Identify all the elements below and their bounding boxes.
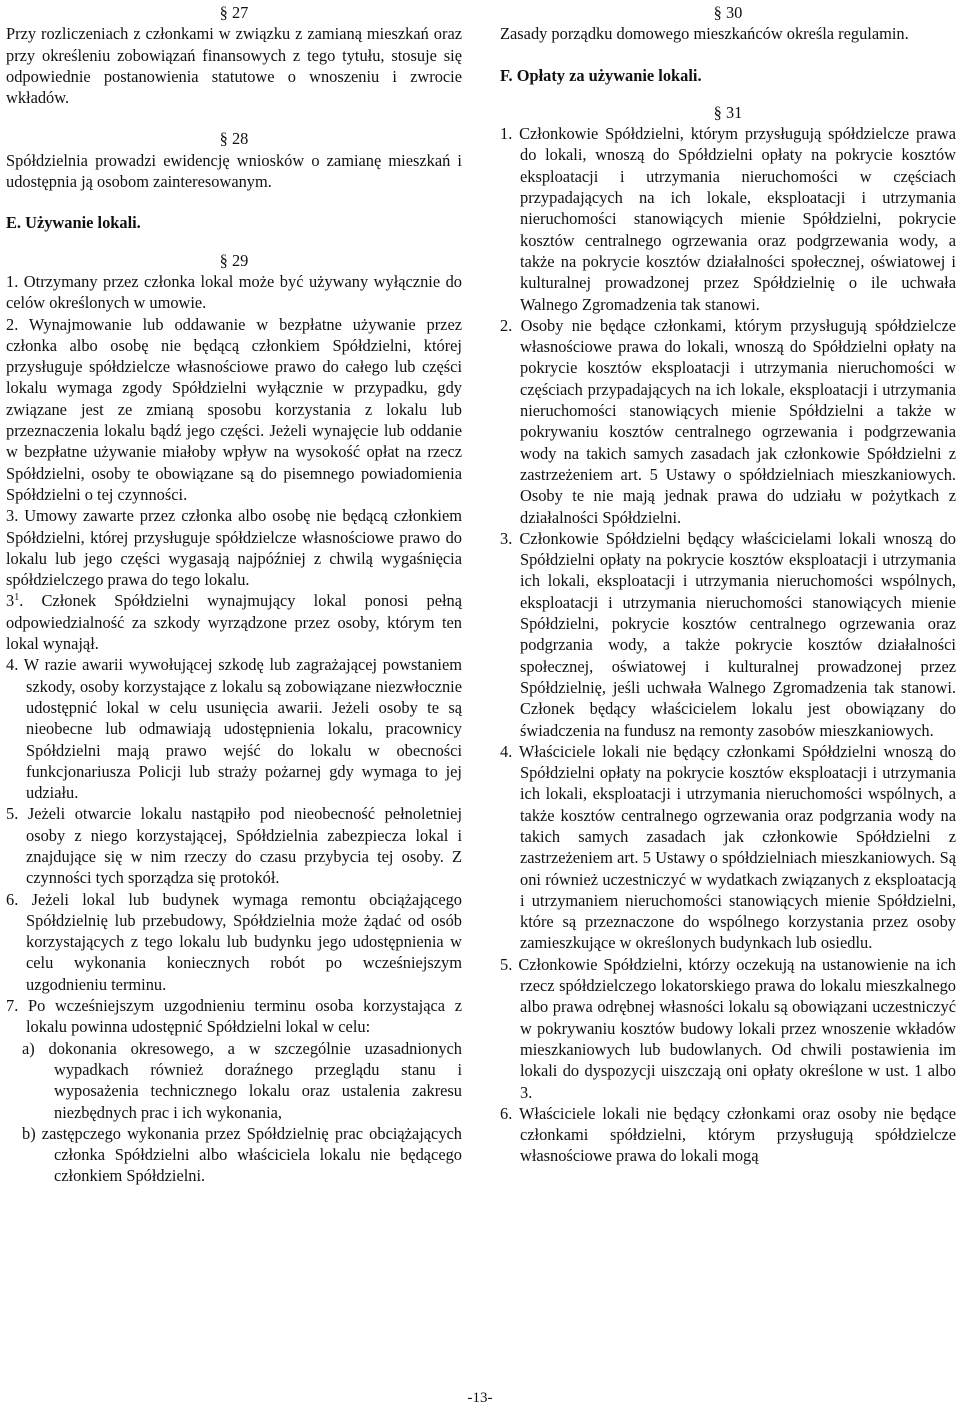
section-31-point-6: 6. Właściciele lokali nie będący członkami oraz osoby nie będące członkami spółdzielni, którym przysługują spółdzielcze własnościowe prawa do lokali mogą [500,1103,956,1166]
section-29-point-3: 3. Umowy zawarte przez członka albo osobę nie będącą członkiem Spółdzielni, której przysługuje spółdzielcze własnościowe prawo do lokalu lub jego części wygasają najpóźniej z chwilą wygaśnięcia spółdzielczego prawa do tego lokalu. [6,506,462,590]
heading-e: E. Używanie lokali. [6,213,141,233]
section-29-point-7a: a) dokonania okresowego, a w szczególnie uzasadnionych wypadkach również doraźnego przeglądu stanu i wyposażenia technicznego lokalu oraz ustalenia zakresu niezbędnych prac i ich wykonania, [22,1038,462,1122]
section-29-point-7b: b) zastępczego wykonania przez Spółdzielnię prac obciążających członka Spółdzielni albo właściciela lokalu nie będącego członkiem Spółdzielni. [22,1123,462,1186]
section-31-point-2: 2. Osoby nie będące członkami, którym przysługują spółdzielcze własnościowe prawa do lokali, wnoszą do Spółdzielni opłaty na pokrycie kosztów eksploatacji i utrzymania nieruchomości w częściach przypadających na ich lokale, eksploatacji i utrzymania nieruchomości stanowiących mienie Spółdzielni a także w pokrywaniu kosztów centralnego ogrzewania i podgrzewania wody na takich samych zasadach jak członkowie Spółdzielni z zastrzeżeniem art. 5 Ustawy o spółdzielniach mieszkaniowych. Osoby te nie mają jednak prawa do udziału w pożytkach z działalności Spółdzielni. [500,315,956,527]
section-30-number: § 30 [713,3,743,22]
section-29-point-1: 1. Otrzymany przez członka lokal może być używany wyłącznie do celów określonych w umowie. [6,271,462,313]
point-3-1-text: . Członek Spółdzielni wynajmujący lokal ponosi pełną odpowiedzialność za szkody wyrządzone przez osoby, którym ten lokal wynajął. [6,591,462,654]
section-29-point-5: 5. Jeżeli otwarcie lokalu nastąpiło pod nieobecność pełnoletniej osoby z niego korzystającej, Spółdzielnia zabezpiecza lokal i znajdujące się w nim rzeczy do czasu przybycia tej osoby. Z czynności tych sporządza się protokół. [6,804,462,888]
section-27-number: § 27 [219,3,249,22]
page-number: -13- [467,1390,493,1406]
section-29-number: § 29 [219,250,249,270]
section-31-point-3: 3. Członkowie Spółdzielni będący właścicielami lokali wnoszą do Spółdzielni opłaty na pokrycie kosztów eksploatacji i utrzymania ich lokali, eksploatacji i utrzymania nieruchomości wspólnych, eksploatacji i utrzymania nieruchomości stanowiących mienie Spółdzielni, pokrycie kosztów centralnego ogrzewania oraz podgrzania wody, a także pokrycie kosztów działalności społecznej, oświatowej i kulturalnej prowadzonej przez Spółdzielnię, jeśli uchwała Walnego Zgromadzenia tak stanowi. Członek będący właścicielem lokalu jest obowiązany do świadczenia na fundusz na remonty zasobów mieszkaniowych. [500,528,956,740]
section-28-number: § 28 [219,129,249,149]
section-31-point-5: 5. Członkowie Spółdzielni, którzy oczekują na ustanowienie na ich rzecz spółdzielczego lokatorskiego prawa do lokalu mieszkalnego albo prawa odrębnej własności lokalu są obowiązani uczestniczyć w pokrywaniu kosztów budowy lokali przez wnoszenie wkładów mieszkaniowych lub budowlanych. Od chwili postawienia im lokali do dyspozycji uiszczają oni opłaty określone w ust. 1 albo 3. [500,954,956,1102]
section-31-point-4: 4. Właściciele lokali nie będący członkami Spółdzielni wnoszą do Spółdzielni opłaty na pokrycie kosztów eksploatacji i utrzymania ich lokali, eksploatacji i utrzymania nieruchomości wspólnych, a także kosztów centralnego ogrzewania oraz podgrzania wody na takich samych zasadach jak członkowie Spółdzielni z zastrzeżeniem art. 5 Ustawy o spółdzielniach mieszkaniowych. Są oni również uczestniczyć w wydatkach związanych z eksploatacją i utrzymaniem nieruchomości stanowiących mienie Spółdzielni, które są przeznaczone do wspólnego korzystania przez osoby zamieszkujące w określonych budynkach lub osiedlu. [500,741,956,953]
heading-f: F. Opłaty za używanie lokali. [500,65,702,85]
point-3-1-number: 3 [6,591,15,611]
right-column [500,2,956,1167]
section-29-point-3-1 [6,590,462,654]
section-30-text: Zasady porządku domowego mieszkańców określa regulamin. [500,24,909,44]
section-29-point-7: 7. Po wcześniejszym uzgodnieniu terminu osoba korzystająca z lokalu powinna udostępnić Spółdzielni lokal w celu: [6,996,462,1037]
left-column [6,2,462,1187]
section-29-point-2: 2. Wynajmowanie lub oddawanie w bezpłatne używanie przez członka albo osobę nie będącą członkiem Spółdzielni, której przysługuje spółdzielcze własnościowe prawo do całego lub części lokalu wymaga zgody Spółdzielni wyłącznie w przypadku, gdy związane jest ze zmianą sposobu korzystania z lokalu lub przeznaczenia lokalu bądź jego części. Jeżeli wynajęcie lub oddanie w bezpłatne używanie miałoby wpływ na wysokość opłat na rzecz Spółdzielni, osoby te obowiązane są do pisemnego powiadomienia Spółdzielni o tej czynności. [6,314,462,504]
point-3-1-superscript: 1 [14,592,20,604]
section-28-text: Spółdzielnia prowadzi ewidencję wniosków o zamianę mieszkań i udostępnia ją osobom zainteresowanym. [6,150,462,192]
section-29-point-4: 4. W razie awarii wywołującej szkodę lub zagrażającej powstaniem szkody, osoby korzystające z lokalu są zobowiązane niezwłocznie udostępnić lokal w celu usunięcia awarii. Jeżeli osoby te są nieobecne lub odmawiają udostępnienia lokalu, pracownicy Spółdzielni mają prawo wejść do lokalu w obecności funkcjonariusza Policji lub straży pożarnej gdy wymaga to jej udziału. [6,655,462,803]
section-29-point-6: 6. Jeżeli lokal lub budynek wymaga remontu obciążającego Spółdzielnię lub przebudowy, Spółdzielnia może żądać od osób korzystających z tego lokalu lub budynku jego udostępnienia w celu wykonania koniecznych robót po wcześniejszym uzgodnieniu terminu. [6,889,462,994]
section-27-text: Przy rozliczeniach z członkami w związku z zamianą mieszkań oraz przy określeniu zobowiązań finansowych z tego tytułu, stosuje się odpowiednie postanowienia statutowe o wnoszeniu i zwrocie wkładów. [6,24,462,108]
section-31-number: § 31 [713,102,743,122]
section-31-point-1: 1. Członkowie Spółdzielni, którym przysługują spółdzielcze prawa do lokali, wnoszą do Spółdzielni opłaty na pokrycie kosztów eksploatacji i utrzymania nieruchomości w częściach przypadających na ich lokale, eksploatacji i utrzymania nieruchomości stanowiących mienie Spółdzielni, pokrycie kosztów centralnego ogrzewania oraz podgrzewania wody, a także na pokrycie kosztów działalności społecznej, oświatowej i kulturalnej prowadzonej przez Spółdzielnię o ile uchwała Walnego Zgromadzenia tak stanowi. [500,124,956,314]
